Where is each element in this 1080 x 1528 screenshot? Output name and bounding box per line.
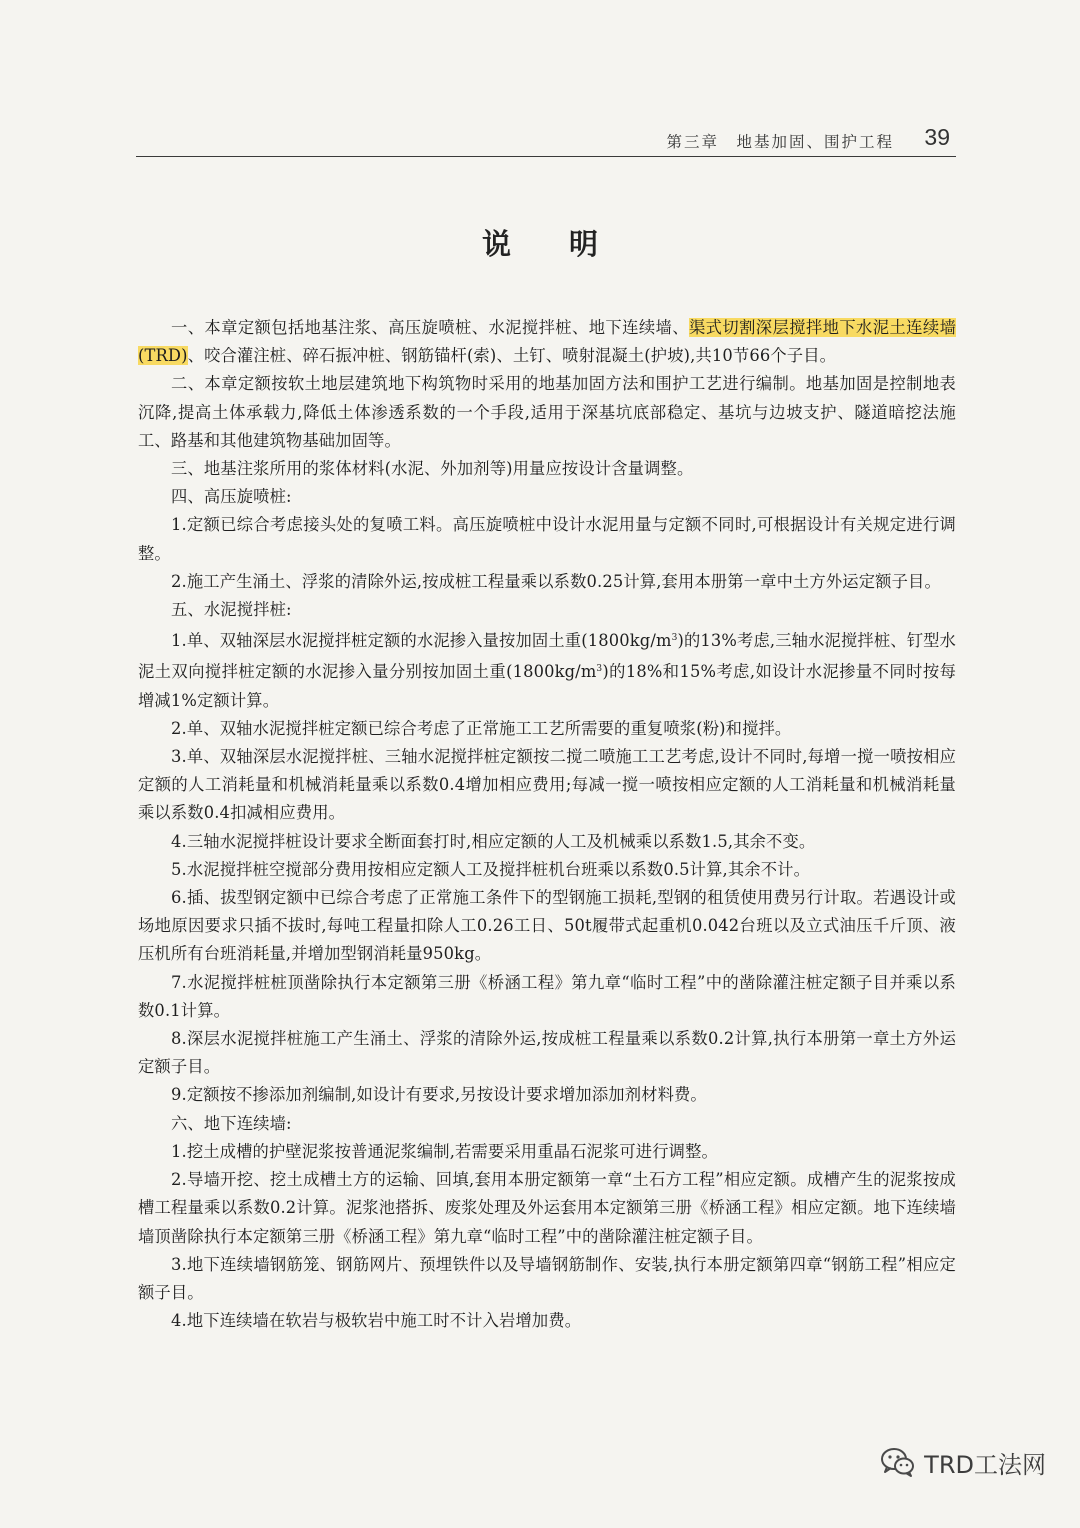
section-heading: 六、地下连续墙:: [171, 1113, 292, 1133]
paragraph: 3.地下连续墙钢筋笼、钢筋网片、预埋铁件以及导墙钢筋制作、安装,执行本册定额第四章“钢筋工程”相应定额子目。: [138, 1254, 956, 1302]
paragraph: 7.水泥搅拌桩桩顶凿除执行本定额第三册《桥涵工程》第九章“临时工程”中的凿除灌注桩定额子目并乘以系数0.1计算。: [138, 972, 956, 1020]
paragraph: 9.定额按不掺添加剂编制,如设计有要求,另按设计要求增加添加剂材料费。: [171, 1085, 707, 1105]
chapter-title: 第三章 地基加固、围护工程: [666, 133, 894, 151]
body-text: [138, 314, 956, 1335]
highlighted-text: 渠式切割深层搅拌地下水泥土连续墙(TRD): [138, 318, 957, 366]
wechat-icon: [880, 1446, 916, 1478]
paragraph: 4.三轴水泥搅拌桩设计要求全断面套打时,相应定额的人工及机械乘以系数1.5,其余不变。: [171, 831, 816, 851]
page-title: 说明: [481, 227, 656, 261]
paragraph: 1.单、双轴深层水泥搅拌桩定额的水泥掺入量按加固土重$(1800kg/m^3)$的13%考虑,三轴水泥搅拌桩、钉型水泥土双向搅拌桩定额的水泥掺入量分别按加固土重$(1800kg/m^3)$的18%和15%考虑,如设计水泥掺量不同时按每增减1%定额计算。: [138, 631, 956, 710]
section-heading: 四、高压旋喷桩:: [171, 487, 292, 507]
paragraph: 2.导墙开挖、挖土成槽土方的运输、回填,套用本册定额第一章“土石方工程”相应定额。成槽产生的泥浆按成槽工程量乘以系数0.2计算。泥浆池搭拆、废浆处理及外运套用本定额第三册《桥涵工程》相应定额。地下连续墙墙顶凿除执行本定额第三册《桥涵工程》第九章“临时工程”中的凿除灌注桩定额子目。: [138, 1170, 956, 1246]
paragraph: 6.插、拔型钢定额中已综合考虑了正常施工条件下的型钢施工损耗,型钢的租赁使用费另行计取。若遇设计或场地原因要求只插不拔时,每吨工程量扣除人工0.26工日、50t履带式起重机0.042台班以及立式油压千斤顶、液压机所有台班消耗量,并增加型钢消耗量950kg。: [138, 888, 956, 964]
page-number: 39: [924, 124, 950, 150]
paragraph: 三、地基注浆所用的浆体材料(水泥、外加剂等)用量应按设计含量调整。: [171, 459, 694, 479]
paragraph: 1.挖土成槽的护壁泥浆按普通泥浆编制,若需要采用重晶石泥浆可进行调整。: [171, 1141, 718, 1161]
paragraph: 4.地下连续墙在软岩与极软岩中施工时不计入岩增加费。: [171, 1311, 582, 1331]
paragraph: 1.定额已综合考虑接头处的复喷工料。高压旋喷桩中设计水泥用量与定额不同时,可根据设计有关规定进行调整。: [138, 515, 956, 563]
paragraph: 二、本章定额按软土地层建筑地下构筑物时采用的地基加固方法和围护工艺进行编制。地基加固是控制地表沉降,提高土体承载力,降低土体渗透系数的一个手段,适用于深基坑底部稳定、基坑与边坡支护、隧道暗挖法施工、路基和其他建筑物基础加固等。: [138, 374, 956, 450]
paragraph: 一、本章定额包括地基注浆、高压旋喷桩、水泥搅拌桩、地下连续墙、渠式切割深层搅拌地下水泥土连续墙(TRD)、咬合灌注桩、碎石振冲桩、钢筋锚杆(索)、土钉、喷射混凝土(护坡),共10节66个子目。: [138, 318, 957, 366]
watermark-text: TRD工法网: [924, 1450, 1046, 1479]
watermark: [880, 1442, 1046, 1482]
paragraph: 3.单、双轴深层水泥搅拌桩、三轴水泥搅拌桩定额按二搅二喷施工工艺考虑,设计不同时,每增一搅一喷按相应定额的人工消耗量和机械消耗量乘以系数0.4增加相应费用;每减一搅一喷按相应定额的人工消耗量和机械消耗量乘以系数0.4扣减相应费用。: [138, 747, 956, 823]
running-header: [136, 122, 956, 157]
paragraph: 2.单、双轴水泥搅拌桩定额已综合考虑了正常施工工艺所需要的重复喷浆(粉)和搅拌。: [171, 718, 792, 738]
section-heading: 五、水泥搅拌桩:: [171, 600, 292, 620]
paragraph: 5.水泥搅拌桩空搅部分费用按相应定额人工及搅拌桩机台班乘以系数0.5计算,其余不计。: [171, 859, 811, 879]
paragraph: 2.施工产生涌土、浮浆的清除外运,按成桩工程量乘以系数0.25计算,套用本册第一章中土方外运定额子目。: [171, 571, 941, 591]
paragraph: 8.深层水泥搅拌桩施工产生涌土、浮浆的清除外运,按成桩工程量乘以系数0.2计算,执行本册第一章土方外运定额子目。: [138, 1029, 956, 1077]
